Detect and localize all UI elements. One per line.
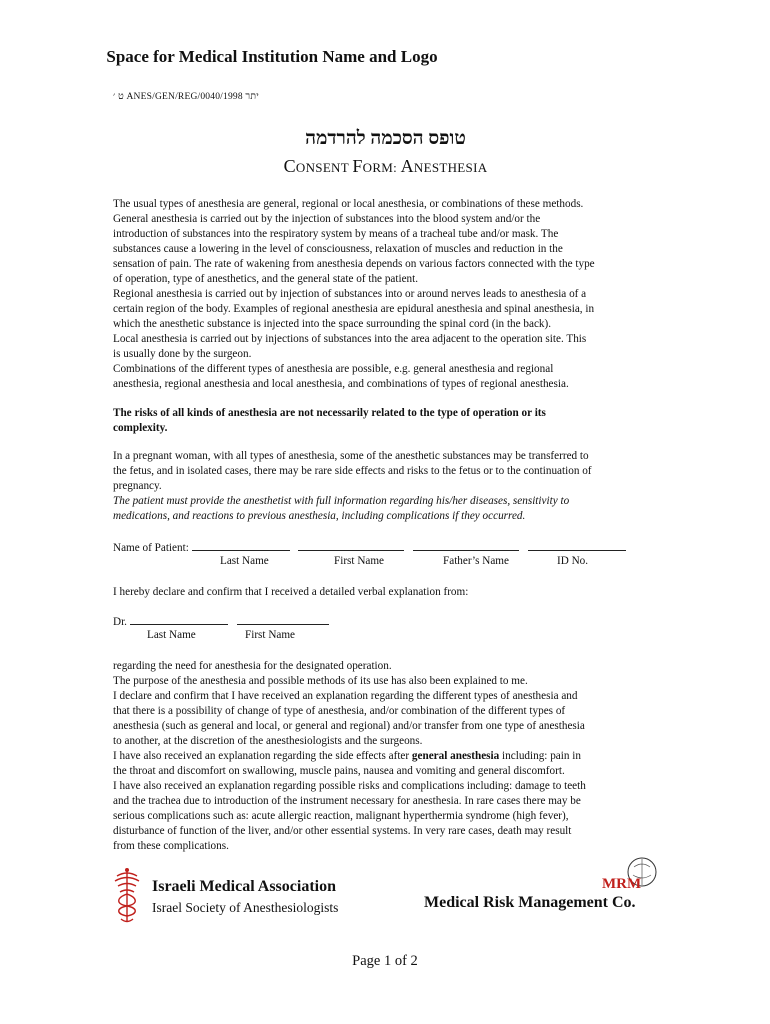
side-effects-line (113, 749, 658, 764)
caption-id-no: ID No. (557, 555, 589, 567)
intro-line: which the anesthetic substance is injected into the space surrounding the spinal cord (in the back). (113, 318, 552, 330)
patient-name-row (113, 540, 658, 556)
title-part-onsent: ONSENT (295, 160, 353, 175)
side-effects-line-2: the throat and discomfort on swallowing, muscle pains, nausea and vomiting and general discomfort. (113, 765, 565, 777)
form-reference-code: ט ׳ ANES/GEN/REG/0040/יתר 1998 (113, 92, 259, 102)
intro-line: is usually done by the surgeon. (113, 348, 252, 360)
pregnancy-line: In a pregnant woman, with all types of anesthesia, some of the anesthetic substances may be transferred to (113, 450, 589, 462)
mrm-logo (600, 855, 660, 897)
patient-fathers-name-field[interactable] (413, 540, 519, 551)
caption-fathers-name: Father’s Name (443, 555, 509, 567)
hebrew-title: טופס הסכמה להרדמה (305, 128, 466, 149)
side-effects-post: including: pain in (499, 750, 581, 762)
title-letter-a: A (400, 156, 414, 176)
explanation-line: The purpose of the anesthesia and possible methods of its use has also been explained to me. (113, 675, 528, 687)
caption-last-name: Last Name (220, 555, 269, 567)
risks-line: complexity. (113, 422, 168, 434)
risks-statement (113, 406, 658, 436)
mrm-name: Medical Risk Management Co. (424, 894, 636, 911)
explanation-line: I declare and confirm that I have received an explanation regarding the different types of anesthesia and (113, 690, 578, 702)
pregnancy-line: the fetus, and in isolated cases, there may be rare side effects and risks to the fetus or to the continuation of (113, 465, 592, 477)
caption-doctor-first-name: First Name (245, 629, 296, 641)
explanation-paragraph (113, 659, 658, 854)
pregnancy-line: pregnancy. (113, 480, 162, 492)
title-letter-c: C (283, 156, 296, 176)
explanation-line: that there is a possibility of change of type of anesthesia, and/or combination of the different types of (113, 705, 566, 717)
ima-name: Israeli Medical Association (152, 878, 336, 895)
complications-line: disturbance of function of the liver, and/or other essential systems. In very rare cases, death may result (113, 825, 572, 837)
patient-last-name-field[interactable] (192, 540, 290, 551)
pregnancy-paragraph (113, 449, 658, 524)
doctor-last-name-field[interactable] (130, 614, 228, 625)
complications-line: serious complications such as: acute allergic reaction, malignant hyperthermia syndrome (high fever), (113, 810, 569, 822)
title-letter-f: F (352, 156, 363, 176)
ima-caduceus-logo (112, 866, 142, 924)
side-effects-bold: general anesthesia (411, 750, 500, 762)
patient-name-label: Name of Patient: (113, 542, 189, 554)
complications-line: from these complications. (113, 840, 229, 852)
mrm-logo-text: MRM (602, 876, 642, 892)
italic-note-line: medications, and reactions to previous anesthesia, including complications if they occurred. (113, 510, 526, 522)
declaration-line: I hereby declare and confirm that I received a detailed verbal explanation from: (113, 586, 469, 598)
intro-line: Regional anesthesia is carried out by injection of substances into or around nerves leads to anesthesia of a (113, 288, 587, 300)
title-part-orm: ORM: (362, 160, 401, 175)
intro-line: The usual types of anesthesia are general, regional or local anesthesia, or combinations of these methods. (113, 198, 584, 210)
intro-line: anesthesia, regional anesthesia and local anesthesia, and combinations of types of regional anesthesia. (113, 378, 569, 390)
intro-line: Local anesthesia is carried out by injections of substances into the area adjacent to the operation site. This (113, 333, 587, 345)
institution-placeholder: Space for Medical Institution Name and Logo (106, 47, 438, 66)
side-effects-pre: I have also received an explanation regarding the side effects after (113, 750, 412, 762)
explanation-line: anesthesia (such as general and local, or general and regional) and/or transfer from one type of anesthesia (113, 720, 585, 732)
patient-first-name-field[interactable] (298, 540, 404, 551)
title-part-nesthesia: NESTHESIA (413, 160, 488, 175)
intro-line: introduction of substances into the respiratory system by means of a tracheal tube and/or mask. The (113, 228, 559, 240)
intro-line: certain region of the body. Examples of regional anesthesia are epidural anesthesia and spinal anesthesia, in (113, 303, 595, 315)
italic-note-line: The patient must provide the anesthetist with full information regarding his/her diseases, sensitivity to (113, 495, 570, 507)
doctor-name-row (113, 614, 658, 630)
explanation-line: regarding the need for anesthesia for the designated operation. (113, 660, 392, 672)
form-title (113, 156, 658, 177)
caption-doctor-last-name: Last Name (147, 629, 196, 641)
complications-line: I have also received an explanation regarding possible risks and complications including: damage to teeth (113, 780, 586, 792)
intro-line: substances cause a lowering in the level of consciousness, relaxation of muscles and reduction in the (113, 243, 563, 255)
intro-line: sensation of pain. The rate of wakening from anesthesia depends on various factors connected with the type (113, 258, 595, 270)
intro-line: Combinations of the different types of anesthesia are possible, e.g. general anesthesia and regional (113, 363, 554, 375)
doctor-label: Dr. (113, 616, 127, 628)
intro-line: General anesthesia is carried out by the injection of substances into the blood system and/or the (113, 213, 541, 225)
intro-line: of operation, type of anesthetics, and the general state of the patient. (113, 273, 419, 285)
doctor-first-name-field[interactable] (237, 614, 329, 625)
caption-first-name: First Name (334, 555, 385, 567)
risks-line: The risks of all kinds of anesthesia are not necessarily related to the type of operation or its (113, 407, 546, 419)
page-number: Page 1 of 2 (352, 953, 418, 969)
patient-id-field[interactable] (528, 540, 626, 551)
ima-subtitle: Israel Society of Anesthesiologists (152, 900, 339, 915)
explanation-line: to another, at the discretion of the anesthesiologists and the surgeons. (113, 735, 423, 747)
intro-paragraph (113, 197, 658, 392)
complications-line: and the trachea due to introduction of the instrument necessary for anesthesia. In rare cases there may be (113, 795, 581, 807)
